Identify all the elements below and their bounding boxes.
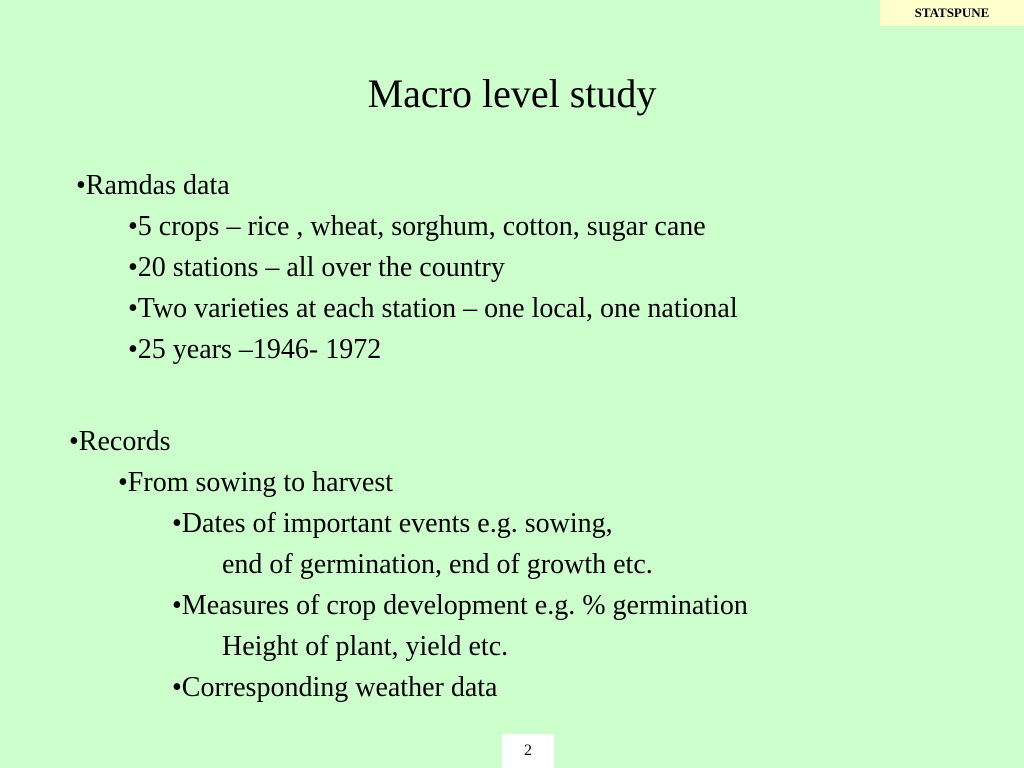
bullet-crop-development-continued: Height of plant, yield etc.	[222, 631, 509, 662]
bullet-crops: •5 crops – rice , wheat, sorghum, cotton, sugar cane	[128, 211, 706, 242]
bullet-years: •25 years –1946- 1972	[128, 334, 382, 365]
statspune-badge: STATSPUNE	[880, 0, 1024, 26]
bullet-ramdas-data: •Ramdas data	[76, 170, 230, 201]
bullet-varieties: •Two varieties at each station – one local, one national	[128, 293, 738, 324]
bullet-crop-development: •Measures of crop development e.g. % germination	[172, 590, 748, 621]
bullet-weather-data: •Corresponding weather data	[172, 672, 498, 703]
bullet-dates-events-continued: end of germination, end of growth etc.	[222, 549, 653, 580]
page-number: 2	[502, 734, 554, 768]
bullet-records: •Records	[69, 426, 171, 457]
bullet-dates-events: •Dates of important events e.g. sowing,	[172, 508, 613, 539]
bullet-sowing-to-harvest: •From sowing to harvest	[118, 467, 394, 498]
slide-title: Macro level study	[367, 71, 657, 116]
bullet-stations: •20 stations – all over the country	[128, 252, 505, 283]
